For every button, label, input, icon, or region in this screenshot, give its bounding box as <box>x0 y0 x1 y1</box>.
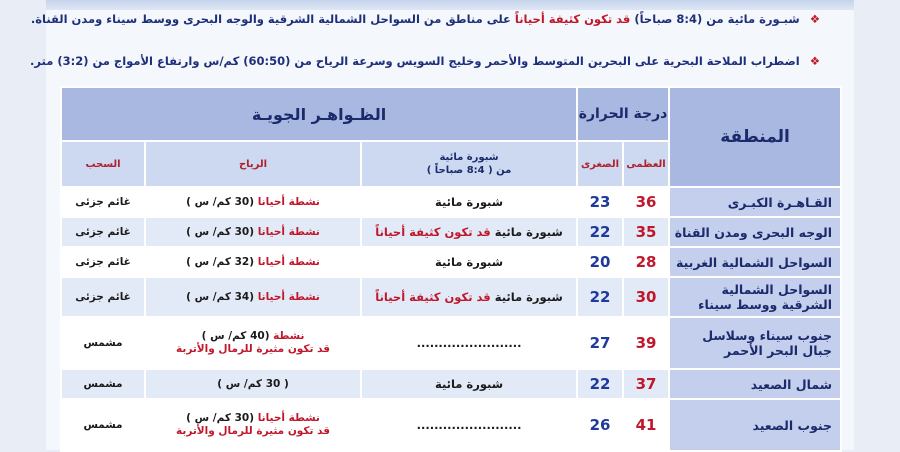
wind-cell <box>145 369 361 399</box>
wind-cell <box>145 277 361 317</box>
clouds-cell: مشمس <box>61 399 145 451</box>
max-temp-cell: 37 <box>623 369 669 399</box>
temperature-header: درجة الحرارة <box>577 87 669 141</box>
table-row <box>61 369 841 399</box>
wind-red: نشطة أحيانا <box>257 225 320 238</box>
wind-cell <box>145 217 361 247</box>
max-temp-cell: 35 <box>623 217 669 247</box>
table-row <box>61 277 841 317</box>
min-temp-cell: 23 <box>577 187 623 217</box>
clouds-cell: غائم جزئى <box>61 217 145 247</box>
phenomena-header: الظـواهـر الجويـة <box>61 87 577 141</box>
wind-cell <box>145 317 361 369</box>
wind-note: قد تكون مثيرة للرمال والأتربة <box>176 343 331 355</box>
min-temp-cell: 26 <box>577 399 623 451</box>
fog-bullet-post: على مناطق من السواحل الشمالية الشرقية والوجه البحرى ووسط سيناء ومدن القناة. <box>30 12 511 26</box>
region-cell: جنوب الصعيد <box>669 399 841 451</box>
wind-red: نشطة أحيانا <box>257 255 320 268</box>
wind-red: نشطة أحيانا <box>257 195 320 208</box>
diamond-bullet-icon: ❖ <box>809 12 820 26</box>
wind-red: نشطة <box>273 330 305 342</box>
min-header: الصغرى <box>577 141 623 187</box>
fog-bullet-red: قد تكون كثيفة أحياناً <box>514 12 631 26</box>
wind-speed: (30 كم/ س ) <box>186 412 255 424</box>
wind-header: الرياح <box>145 141 361 187</box>
wind-speed: (32 كم/ س ) <box>186 255 255 268</box>
fog-header <box>361 141 577 187</box>
max-temp-cell: 39 <box>623 317 669 369</box>
fog-red: قد تكون كثيفة أحياناً <box>375 290 491 304</box>
min-temp-cell: 20 <box>577 247 623 277</box>
table-row <box>61 187 841 217</box>
fog-header-line1: شبورة مائية <box>439 152 499 163</box>
min-temp-cell: 22 <box>577 369 623 399</box>
fog-text: شبورة مائية <box>494 225 563 239</box>
table-row <box>61 247 841 277</box>
wind-red: نشطة أحيانا <box>257 412 320 424</box>
fog-text: ........................ <box>416 336 522 350</box>
fog-cell <box>361 277 577 317</box>
marine-bullet <box>29 53 820 69</box>
top-banner-strip <box>46 0 854 10</box>
clouds-cell: غائم جزئى <box>61 247 145 277</box>
fog-text: شبورة مائية <box>435 255 504 269</box>
wind-cell <box>145 187 361 217</box>
fog-cell <box>361 317 577 369</box>
fog-text: شبورة مائية <box>435 195 504 209</box>
marine-bullet-text: اضطراب الملاحة البحرية على البحرين المتوسط والأحمر وخليج السويس وسرعة الرياح من (60:50) كم/س وارتفاع الأمواج من (3:2) متر. <box>29 54 800 68</box>
fog-cell <box>361 247 577 277</box>
max-temp-cell: 28 <box>623 247 669 277</box>
forecast-table <box>60 86 842 452</box>
wind-cell <box>145 247 361 277</box>
fog-cell <box>361 187 577 217</box>
wind-speed: (34 كم/ س ) <box>186 290 255 303</box>
max-temp-cell: 36 <box>623 187 669 217</box>
min-temp-cell: 27 <box>577 317 623 369</box>
fog-text: ........................ <box>416 418 522 432</box>
header-row <box>61 87 841 141</box>
fog-cell <box>361 369 577 399</box>
wind-red: نشطة أحيانا <box>257 290 320 303</box>
clouds-cell: مشمس <box>61 369 145 399</box>
max-header: العظمى <box>623 141 669 187</box>
table-row <box>61 317 841 369</box>
region-cell: السواحل الشمالية الشرقية ووسط سيناء <box>669 277 841 317</box>
region-cell: شمال الصعيد <box>669 369 841 399</box>
wind-speed: ( 30 كم/ س ) <box>217 377 289 390</box>
wind-speed: (40 كم/ س ) <box>201 330 270 342</box>
clouds-cell: غائم جزئى <box>61 277 145 317</box>
diamond-bullet-icon: ❖ <box>809 54 820 68</box>
clouds-cell: غائم جزئى <box>61 187 145 217</box>
fog-header-line2: من ( 8:4 صباحاً ) <box>426 165 512 176</box>
fog-cell <box>361 399 577 451</box>
region-header: المنطقة <box>669 87 841 187</box>
region-cell: جنوب سيناء وسلاسل جبال البحر الأحمر <box>669 317 841 369</box>
fog-red: قد تكون كثيفة أحياناً <box>375 225 491 239</box>
table-row <box>61 399 841 451</box>
min-temp-cell: 22 <box>577 277 623 317</box>
region-cell: القـاهـرة الكبـرى <box>669 187 841 217</box>
fog-bullet-pre: شبـورة مائية من (8:4 صباحاً) <box>634 12 800 26</box>
clouds-cell: مشمس <box>61 317 145 369</box>
min-temp-cell: 22 <box>577 217 623 247</box>
fog-text: شبورة مائية <box>435 377 504 391</box>
fog-text: شبورة مائية <box>494 290 563 304</box>
table-row <box>61 217 841 247</box>
wind-note: قد تكون مثيرة للرمال والأتربة <box>176 425 331 437</box>
max-temp-cell: 30 <box>623 277 669 317</box>
region-cell: الوجه البحرى ومدن القناة <box>669 217 841 247</box>
max-temp-cell: 41 <box>623 399 669 451</box>
wind-speed: (30 كم/ س ) <box>186 195 255 208</box>
fog-cell <box>361 217 577 247</box>
clouds-header: السحب <box>61 141 145 187</box>
region-cell: السواحل الشمالية الغربية <box>669 247 841 277</box>
wind-speed: (30 كم/ س ) <box>186 225 255 238</box>
fog-bullet <box>30 11 820 27</box>
wind-cell <box>145 399 361 451</box>
